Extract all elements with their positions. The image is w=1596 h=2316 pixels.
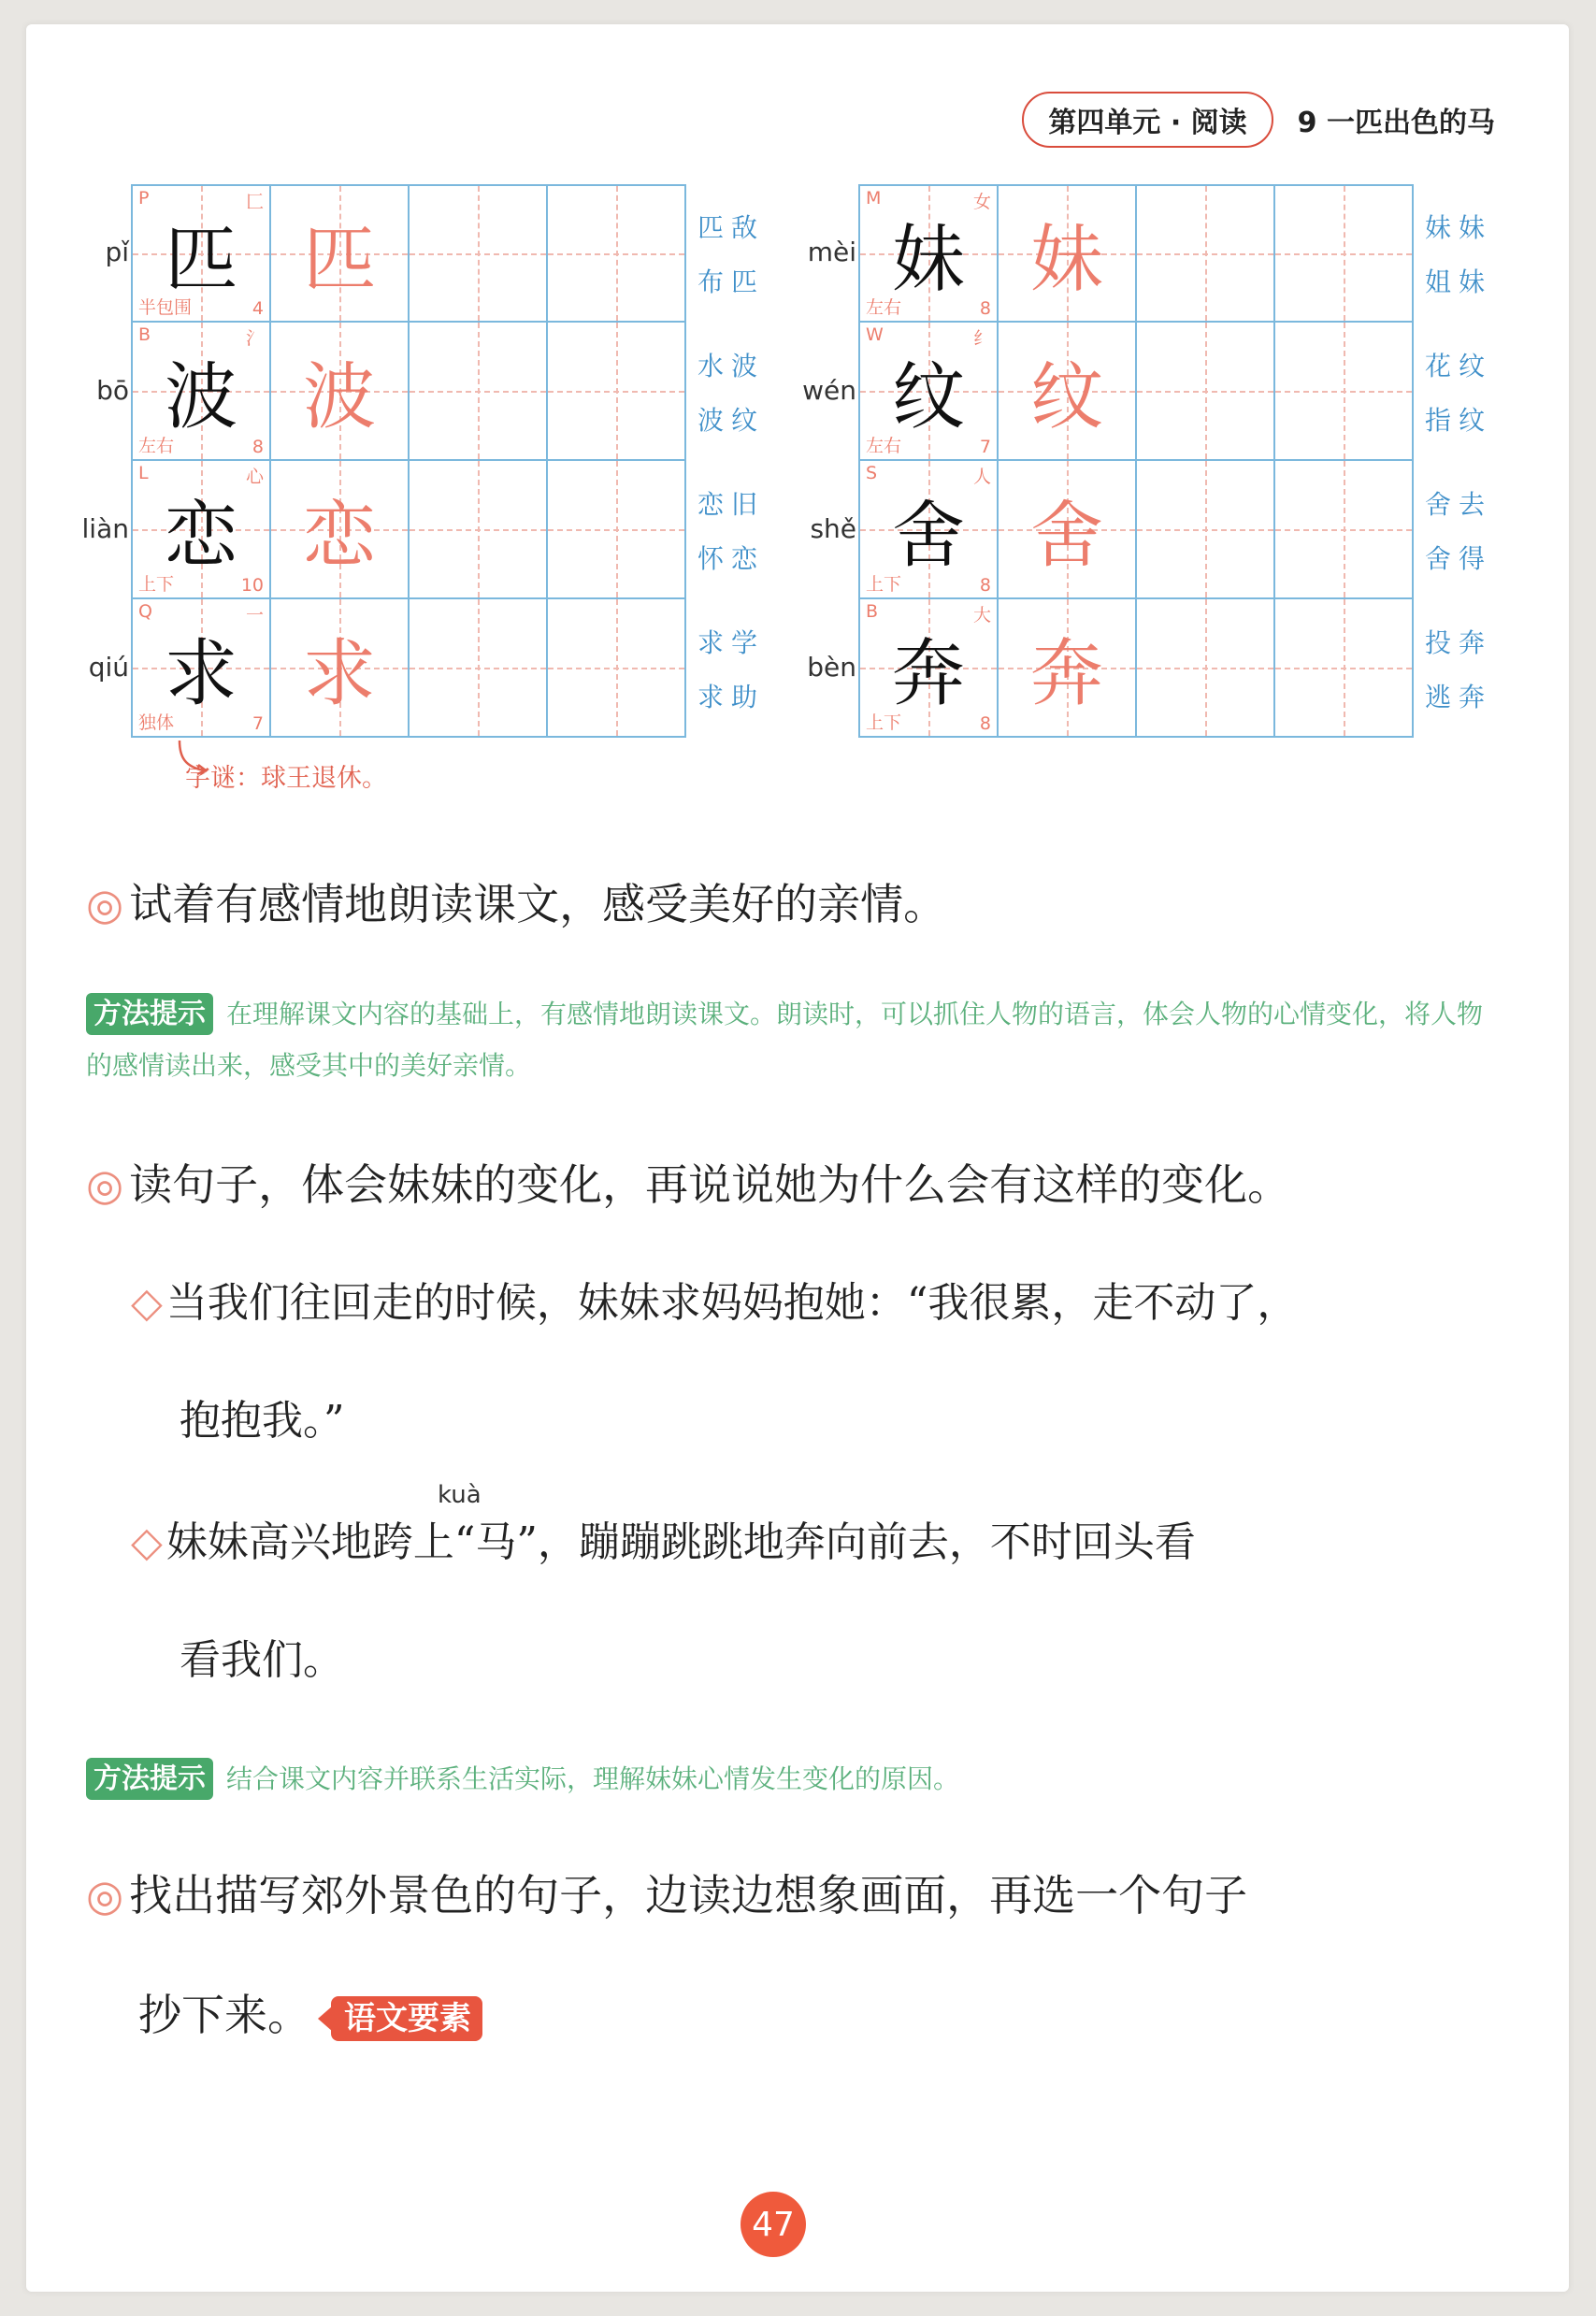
guide-line (616, 461, 618, 597)
method-tip-1 (86, 989, 1507, 1091)
unit-label: 第四单元 · 阅读 (1022, 92, 1272, 148)
structure-label: 上下 (138, 574, 175, 595)
example-word: 水波 (697, 351, 766, 381)
initial-letter: W (866, 324, 884, 345)
char-cell (999, 323, 1137, 461)
char-cell (271, 461, 410, 599)
structure-label: 独体 (138, 712, 175, 733)
task-text: 抄下来。 (138, 1990, 310, 2040)
practice-cell[interactable] (410, 599, 548, 738)
char-grid-left (81, 184, 774, 738)
guide-line (1205, 323, 1207, 459)
char-row (96, 323, 774, 461)
quote-line: 当我们往回走的时候，妹妹求妈妈抱她：“我很累，走不动了， (165, 1279, 1299, 1327)
example-word: 波纹 (697, 405, 766, 436)
char-pinyin: bō (96, 375, 129, 406)
tianzige-cells (131, 323, 686, 461)
practice-cell[interactable] (1137, 461, 1275, 599)
quote-sentence-1-continued (180, 1397, 1563, 1445)
initial-letter: S (866, 463, 878, 483)
task-text: 找出描写郊外景色的句子，边读边想象画面，再选一个句子 (129, 1870, 1248, 1920)
char-grid-right (802, 184, 1502, 738)
guide-line (616, 599, 618, 736)
radical-label: 人 (972, 467, 991, 487)
practice-cell[interactable] (1137, 323, 1275, 461)
trace-character: 波 (302, 355, 376, 439)
radical-label: 纟 (972, 328, 991, 349)
stroke-count: 4 (252, 298, 264, 319)
word-examples (686, 323, 774, 461)
model-character: 匹 (164, 218, 237, 302)
radical-label: 氵 (245, 328, 264, 349)
model-character: 波 (164, 355, 237, 439)
structure-label: 上下 (866, 574, 902, 595)
guide-line (616, 323, 618, 459)
structure-label: 左右 (866, 297, 902, 318)
trace-character: 舍 (1029, 494, 1103, 578)
word-examples (1414, 184, 1502, 323)
initial-letter: B (866, 601, 879, 622)
riddle-text: 字谜：球王退休。 (185, 764, 387, 793)
model-character: 纹 (891, 355, 965, 439)
char-cell (860, 461, 999, 599)
page-number: 47 (740, 2192, 806, 2257)
stroke-count: 8 (979, 713, 991, 734)
initial-letter: B (138, 324, 151, 345)
guide-line (1344, 461, 1345, 597)
example-word: 指纹 (1425, 405, 1493, 436)
tip-text: 在理解课文内容的基础上，有感情地朗读课文。朗读时，可以抓住人物的语言，体会人物的心情变化，将人物的感情读出来，感受其中的美好亲情。 (86, 999, 1484, 1081)
char-pinyin: qiú (88, 652, 129, 683)
trace-character: 妹 (1029, 218, 1103, 302)
tip-badge: 方法提示 (86, 1758, 213, 1800)
practice-cell[interactable] (410, 461, 548, 599)
char-cell (133, 184, 271, 323)
char-row (802, 323, 1502, 461)
quote-sentence-1 (131, 1279, 1515, 1327)
example-word: 舍去 (1425, 489, 1493, 520)
practice-cell[interactable] (1137, 599, 1275, 738)
trace-character: 奔 (1029, 632, 1103, 716)
char-pinyin: bèn (807, 652, 856, 683)
stroke-count: 7 (979, 437, 991, 457)
initial-letter: Q (138, 601, 152, 622)
task-read-aloud (86, 868, 946, 941)
char-row (81, 461, 774, 599)
word-examples (1414, 599, 1502, 738)
example-word: 求学 (697, 627, 766, 658)
method-tip-2 (86, 1754, 1507, 1805)
char-row (810, 461, 1502, 599)
char-cell (999, 184, 1137, 323)
practice-cell[interactable] (548, 599, 686, 738)
char-cell (860, 323, 999, 461)
char-row (88, 599, 774, 738)
quote-line: 妹妹高兴地跨上“马”，蹦蹦跳跳地奔向前去，不时回头看 (165, 1518, 1196, 1566)
example-word: 花纹 (1425, 351, 1493, 381)
practice-cell[interactable] (548, 323, 686, 461)
radical-label: 大 (972, 605, 991, 626)
stroke-count: 10 (240, 575, 264, 596)
example-word: 姐妹 (1425, 266, 1493, 297)
radical-label: 心 (245, 467, 264, 487)
task-bullet-icon: ◎ (86, 879, 124, 929)
initial-letter: P (138, 188, 150, 209)
quote-sentence-2 (131, 1518, 1515, 1566)
task-read-sentences (86, 1148, 1290, 1221)
stroke-count: 8 (252, 437, 264, 457)
word-examples (1414, 461, 1502, 599)
structure-label: 左右 (138, 436, 175, 456)
char-pinyin: wén (802, 375, 856, 406)
lesson-title: 9 一匹出色的马 (1297, 107, 1495, 139)
structure-label: 上下 (866, 712, 902, 733)
tianzige-cells (131, 461, 686, 599)
char-cell (133, 461, 271, 599)
tianzige-cells (858, 461, 1414, 599)
guide-line (616, 186, 618, 321)
stroke-count: 7 (252, 713, 264, 734)
model-character: 妹 (891, 218, 965, 302)
guide-line (478, 599, 480, 736)
example-word: 求助 (697, 682, 766, 712)
structure-label: 左右 (866, 436, 902, 456)
char-cell (860, 184, 999, 323)
task-find-scenery-continued (138, 1978, 482, 2051)
example-word: 投奔 (1425, 627, 1493, 658)
diamond-bullet-icon: ◇ (131, 1279, 163, 1327)
guide-line (478, 323, 480, 459)
guide-line (478, 461, 480, 597)
word-examples (686, 184, 774, 323)
char-cell (999, 461, 1137, 599)
tianzige-cells (858, 599, 1414, 738)
char-row (807, 184, 1502, 323)
example-word: 妹妹 (1425, 212, 1493, 243)
char-row (807, 599, 1502, 738)
word-examples (1414, 323, 1502, 461)
stroke-count: 8 (979, 575, 991, 596)
char-pinyin: liàn (81, 513, 129, 544)
guide-line (1344, 599, 1345, 736)
guide-line (1205, 461, 1207, 597)
guide-line (1205, 599, 1207, 736)
word-examples (686, 461, 774, 599)
guide-line (1344, 323, 1345, 459)
stroke-count: 8 (979, 298, 991, 319)
practice-cell[interactable] (1275, 461, 1414, 599)
example-word: 舍得 (1425, 543, 1493, 574)
model-character: 恋 (164, 494, 237, 578)
key-element-badge: 语文要素 (331, 1996, 482, 2041)
trace-character: 匹 (302, 218, 376, 302)
char-cell (133, 323, 271, 461)
task-bullet-icon: ◎ (86, 1870, 124, 1920)
practice-cell[interactable] (548, 184, 686, 323)
guide-line (478, 186, 480, 321)
initial-letter: L (138, 463, 149, 483)
task-text: 读句子，体会妹妹的变化，再说说她为什么会有这样的变化。 (129, 1159, 1291, 1210)
example-word: 布匹 (697, 266, 766, 297)
char-row (105, 184, 774, 323)
quote-sentence-2-continued (180, 1636, 1563, 1684)
quote-line: 看我们。 (180, 1636, 344, 1684)
initial-letter: M (866, 188, 882, 209)
quote-line: 抱抱我。” (180, 1397, 345, 1445)
trace-character: 纹 (1029, 355, 1103, 439)
example-word: 匹敌 (697, 212, 766, 243)
task-find-scenery (86, 1859, 1247, 1932)
practice-cell[interactable] (548, 461, 686, 599)
tip-text: 结合课文内容并联系生活实际，理解妹妹心情发生变化的原因。 (226, 1763, 960, 1794)
task-bullet-icon: ◎ (86, 1159, 124, 1210)
char-pinyin: shě (810, 513, 856, 544)
word-examples (686, 599, 774, 738)
model-character: 舍 (891, 494, 965, 578)
practice-cell[interactable] (410, 323, 548, 461)
page-header (1022, 92, 1495, 148)
char-cell (271, 184, 410, 323)
char-pinyin: pǐ (105, 237, 129, 267)
char-cell (999, 599, 1137, 738)
char-cell (271, 599, 410, 738)
char-pinyin: mèi (807, 237, 856, 267)
practice-cell[interactable] (1275, 323, 1414, 461)
structure-label: 半包围 (138, 297, 193, 318)
tianzige-cells (131, 184, 686, 323)
diamond-bullet-icon: ◇ (131, 1518, 163, 1566)
tianzige-cells (858, 184, 1414, 323)
char-cell (133, 599, 271, 738)
radical-label: 匚 (245, 192, 264, 212)
example-word: 怀恋 (697, 543, 766, 574)
practice-cell[interactable] (1137, 184, 1275, 323)
model-character: 求 (164, 632, 237, 716)
char-cell (271, 323, 410, 461)
trace-character: 求 (302, 632, 376, 716)
practice-cell[interactable] (1275, 599, 1414, 738)
pinyin-annotation: kuà (438, 1481, 482, 1509)
model-character: 奔 (891, 632, 965, 716)
task-text: 试着有感情地朗读课文，感受美好的亲情。 (129, 879, 947, 929)
practice-cell[interactable] (410, 184, 548, 323)
char-cell (860, 599, 999, 738)
guide-line (1344, 186, 1345, 321)
tip-badge: 方法提示 (86, 993, 213, 1035)
radical-label: 女 (972, 192, 991, 212)
tianzige-cells (858, 323, 1414, 461)
radical-label: 一 (245, 605, 264, 626)
example-word: 逃奔 (1425, 682, 1493, 712)
trace-character: 恋 (302, 494, 376, 578)
practice-cell[interactable] (1275, 184, 1414, 323)
example-word: 恋旧 (697, 489, 766, 520)
guide-line (1205, 186, 1207, 321)
tianzige-cells (131, 599, 686, 738)
